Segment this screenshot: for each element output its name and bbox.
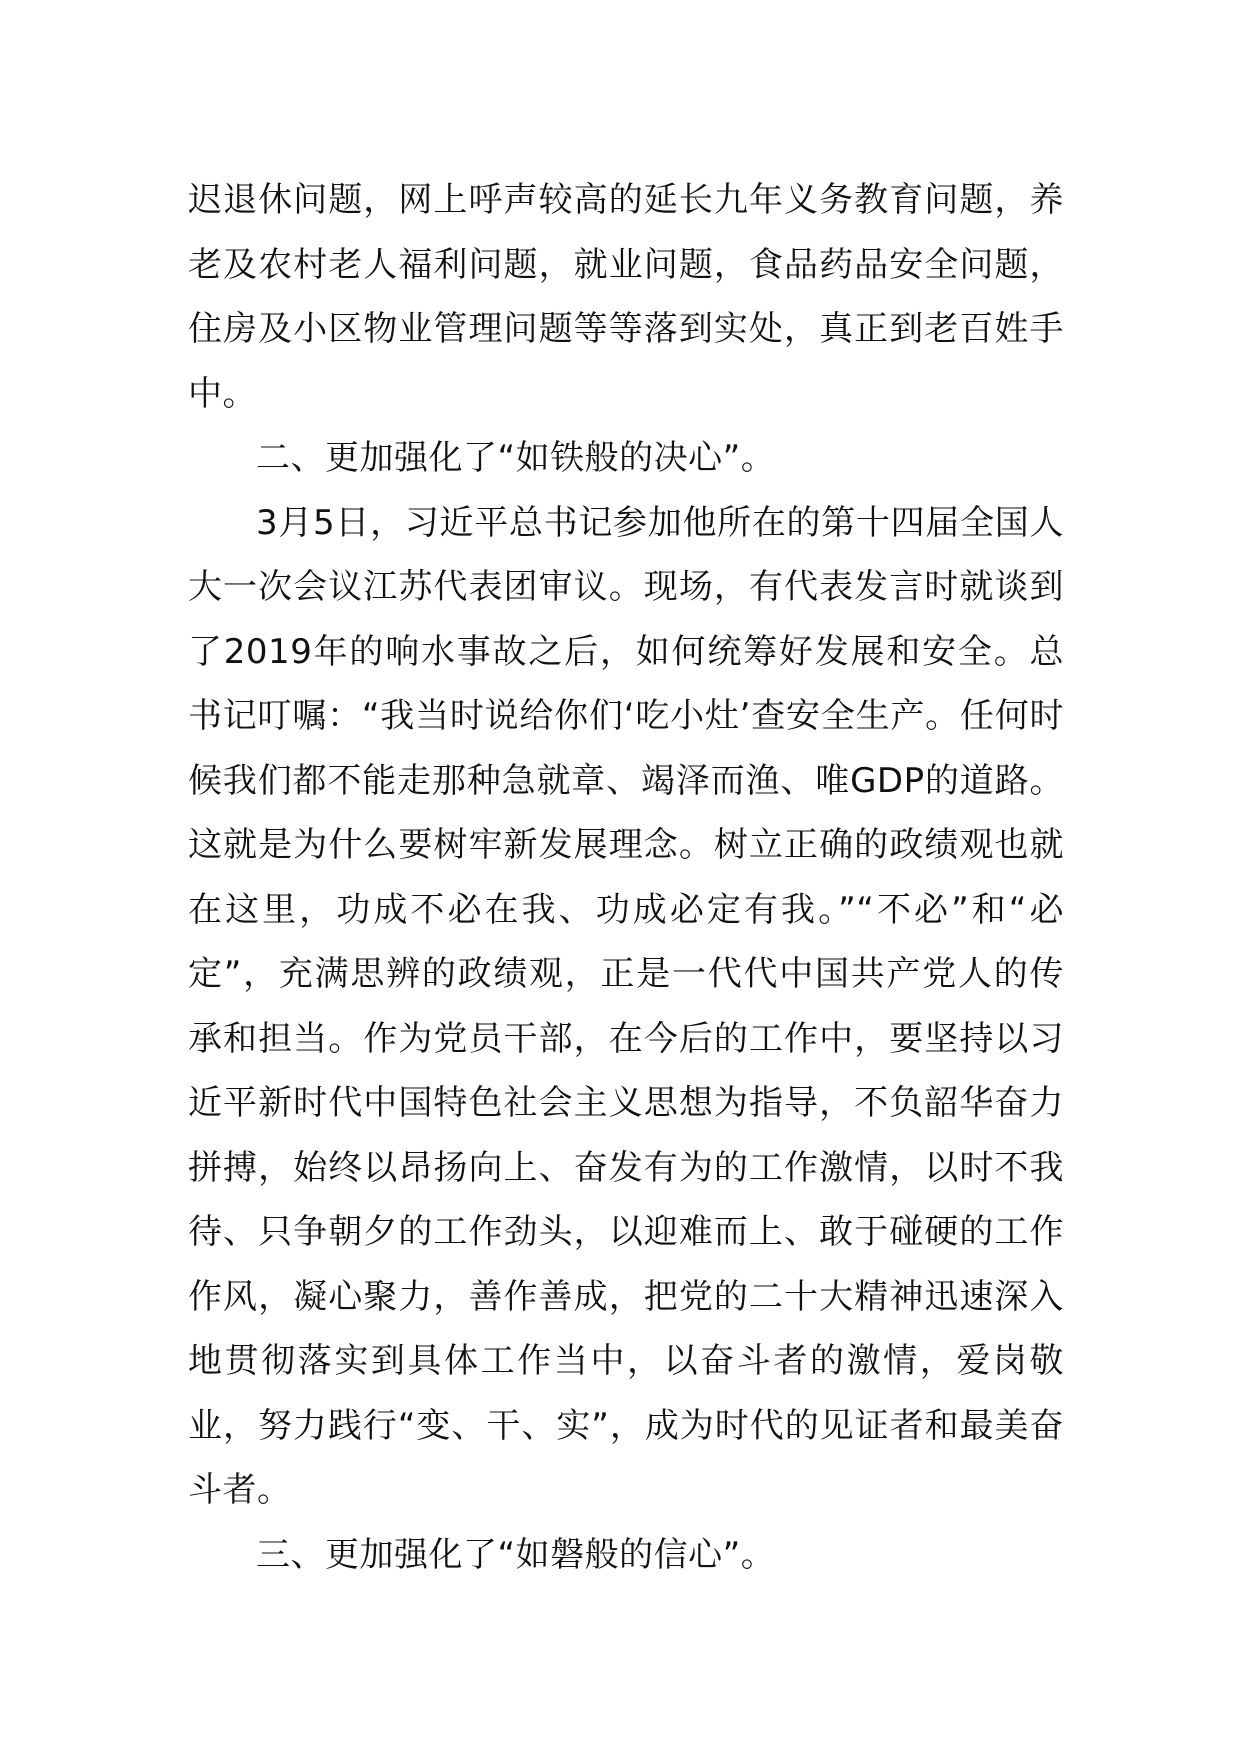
document-body — [188, 168, 1064, 1587]
section-heading-2: 二、更加强化了“如铁般的决心”。 — [256, 438, 776, 478]
paragraph-body: 3月5日，习近平总书记参加他所在的第十四届全国人大一次会议江苏代表团审议。现场，有代表发言时就谈到了2019年的响水事故之后，如何统筹好发展和安全。总书记叮嘱：“我当时说给你们‘吃小灶’查安全生产。任何时候我们都不能走那种急就章、竭泽而渔、唯GDP的道路。这就是为什么要树牢新发展理念。树立正确的政绩观也就在这里，功成不必在我、功成必定有我。”“不必”和“必定”，充满思辨的政绩观，正是一代代中国共产党人的传承和担当。作为党员干部，在今后的工作中，要坚持以习近平新时代中国特色社会主义思想为指导，不负韶华奋力拼搏，始终以昂扬向上、奋发有为的工作激情，以时不我待、只争朝夕的工作劲头，以迎难而上、敢于碰硬的工作作风，凝心聚力，善作善成，把党的二十大精神迅速深入地贯彻落实到具体工作当中，以奋斗者的激情，爱岗敬业，努力践行“变、干、实”，成为时代的见证者和最美奋斗者。 — [188, 502, 1064, 1510]
section-heading-3: 三、更加强化了“如磐般的信心”。 — [256, 1534, 776, 1575]
paragraph-continuation: 迟退休问题，网上呼声较高的延长九年义务教育问题，养老及农村老人福利问题，就业问题，食品药品安全问题，住房及小区物业管理问题等等落到实处，真正到老百姓手中。 — [188, 180, 1064, 414]
